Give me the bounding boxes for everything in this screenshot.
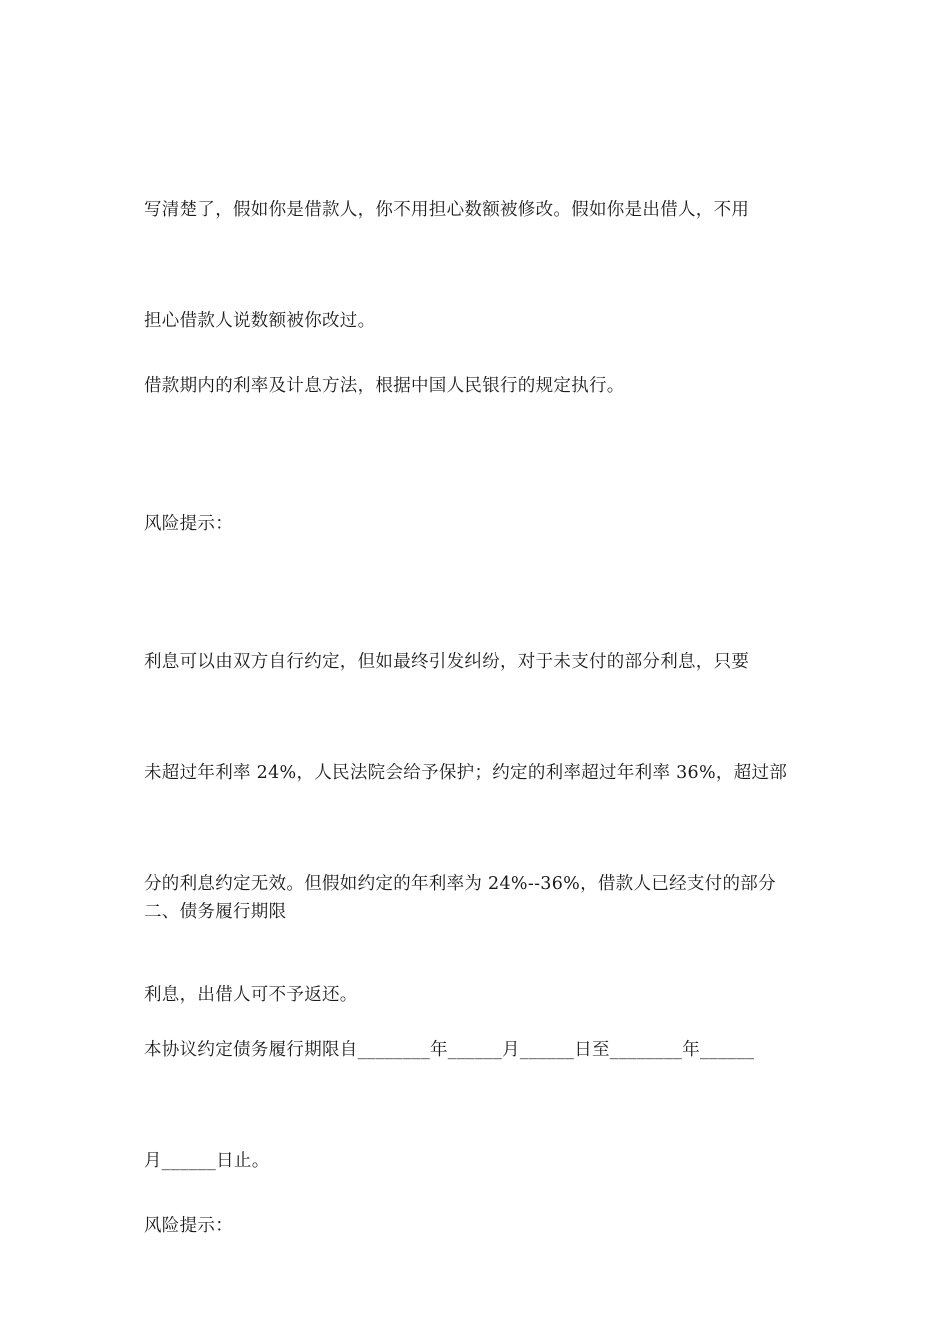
text-line: 借款期内的利率及计息方法，根据中国人民银行的规定执行。	[144, 376, 625, 396]
text-line: 二、债务履行期限	[144, 902, 287, 922]
text-line: 未超过年利率 24%，人民法院会给予保护；约定的利率超过年利率 36%，超过部	[144, 763, 788, 783]
text-line: 本协议约定债务履行期限自________年______月______日至________年______	[144, 1040, 755, 1060]
text-line: 利息，出借人可不予返还。	[144, 985, 358, 1005]
text-line: 利息可以由双方自行约定，但如最终引发纠纷，对于未支付的部分利息，只要	[144, 652, 750, 672]
text-line: 风险提示：	[144, 514, 233, 534]
text-line: 风险提示：	[144, 1216, 233, 1236]
text-line: 分的利息约定无效。但假如约定的年利率为 24%--36%，借款人已经支付的部分	[144, 874, 776, 894]
text-line: 月______日止。	[144, 1151, 270, 1171]
text-line: 写清楚了，假如你是借款人，你不用担心数额被修改。假如你是出借人，不用	[144, 200, 750, 220]
text-line: 担心借款人说数额被你改过。	[144, 311, 376, 331]
heading-risk-note-2	[144, 1134, 809, 1319]
